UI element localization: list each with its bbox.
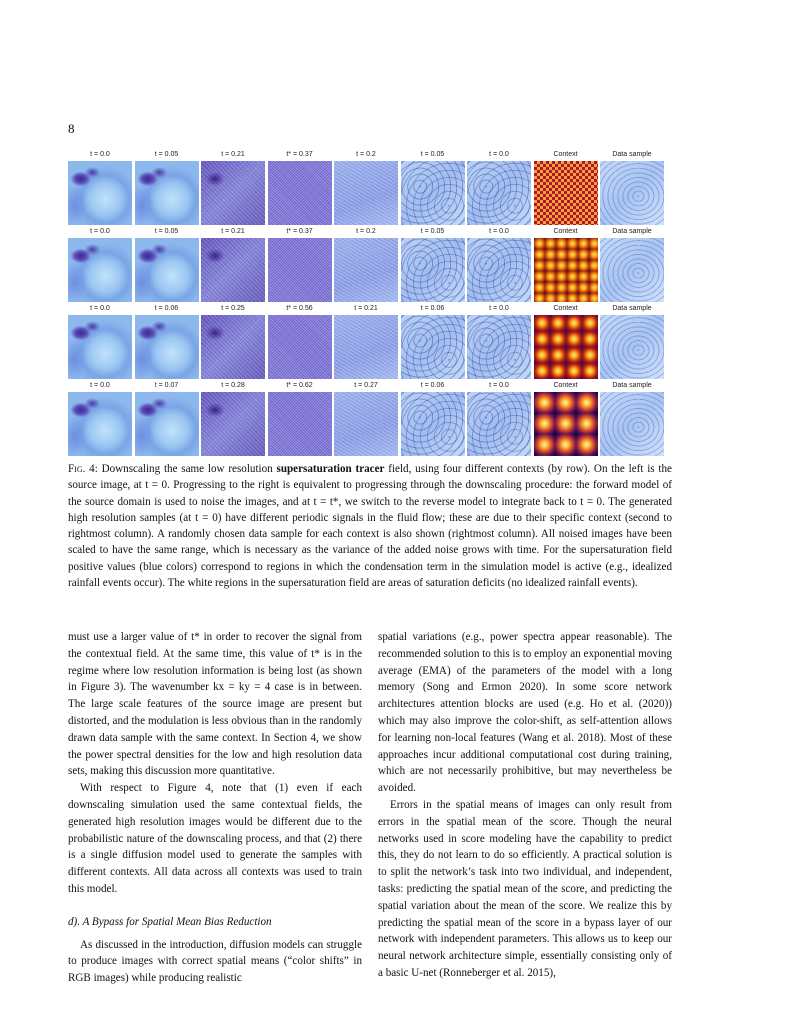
panel-label: t = 0.0 [489,151,509,158]
field-image [401,315,465,379]
field-image [268,238,332,302]
caption-label: Fig. 4: [68,463,98,475]
page-number: 8 [68,121,75,136]
field-image [201,392,265,456]
panel-label: t = 0.0 [90,382,110,389]
field-image [268,392,332,456]
data-sample-image [600,392,664,456]
panel-label: t = 0.0 [489,305,509,312]
panel-label: Data sample [612,228,652,235]
right-paragraph-1: spatial variations (e.g., power spectra appear reasonable). The recommended solution to this is to employ an exponential moving average (EMA) of the parameters of the model with a long memory (Song and Ermon 2020). In some score network architectures attention blocks are used (e.g. Ho et al. (2020)) which may also improve the color-shift, as self-attention allows for learning non-local features (Wang et al. 2018). Most of these approaches incur additional computational cost during training, which are not necessarily prohibitive, but may nevertheless be avoided. [378,631,672,795]
field-image [334,392,398,456]
field-image [68,392,132,456]
panel-label: t = 0.0 [90,228,110,235]
panel-label: t = 0.2 [356,228,376,235]
left-paragraph-1: must use a larger value of t* in order to recover the signal from the contextual field. At the same time, this value of t* is in the regime where low resolution information is being lost (as shown in Figure 3). The wavenumber kx = ky = 4 case is in between. The large scale features of the source image are present but distorted, and the modulation is less obvious than in the randomly drawn data sample with the same context. In Section 4, we show the power spectral densities for the low and high resolution data sets, making this discussion more quantitative. [68,631,362,778]
panel-label: t = 0.0 [489,382,509,389]
field-image [334,238,398,302]
panel-label: t* = 0.56 [286,305,313,312]
caption-text-start: Downscaling the same low resolution [97,463,277,475]
panel-label: t* = 0.62 [286,382,313,389]
left-paragraph-3: As discussed in the introduction, diffusion models can struggle to produce images with correct spatial means (“color shifts” in RGB images) while producing realistic [68,938,362,985]
figure-4 [68,151,666,459]
left-paragraph-2: With respect to Figure 4, note that (1) even if each downscaling simulation used the same contextual fields, the generated high resolution images would be different due to the probabilistic nature of the downscaling process, and that (2) there is a single diffusion model used to generate the samples with different contexts. All data across all contexts was used to train this model. [68,782,362,895]
field-image [135,161,199,225]
panel-label: t = 0.05 [420,228,445,235]
field-image [467,161,531,225]
panel-label: t = 0.05 [154,228,179,235]
panel-label: t = 0.28 [221,382,245,389]
section-heading: d). A Bypass for Spatial Mean Bias Reduction [68,915,272,928]
left-column [68,629,362,987]
field-image [135,392,199,456]
panel-label: t = 0.0 [90,151,110,158]
field-image [467,238,531,302]
data-sample-image [600,315,664,379]
panel-label: t = 0.06 [420,305,445,312]
field-image [401,238,465,302]
panel-label: t = 0.27 [354,382,378,389]
panel-label: t = 0.0 [489,228,509,235]
field-image [135,315,199,379]
panel-label: Data sample [612,151,652,158]
field-image [201,315,265,379]
context-image [534,238,598,302]
figure-row-2 [68,228,666,305]
panel-label: t = 0.05 [420,151,445,158]
field-image [268,315,332,379]
panel-label: Context [553,151,578,158]
field-image [334,315,398,379]
field-image [467,315,531,379]
field-image [401,392,465,456]
panel-label: t = 0.21 [221,228,245,235]
caption-text-rest: field, using four different contexts (by row). On the left is the source image, at t = 0. Progressing to the right is equivalent to progressing through the downscaling procedure: the forward model of the source domain is used to noise the images, and at t = t*, we switch to the reverse model to integrate back to t = 0. The generated high resolution samples (at t = 0) have different periodic signals in the fluid flow; these are due to their specific context (second to rightmost column). A randomly chosen data sample for each context is also shown (rightmost column). All noised images have been scaled to have the same range, which is necessary as the variance of the added noise grows with time. For the supersaturation field positive values (blue colors) correspond to regions in which the condensation term in the simulation model is active (e.g., idealized rainfall events occur). The white regions in the supersaturation field are areas of saturation deficits (no idealized rainfall events). [68,463,672,590]
panel-label: t* = 0.37 [286,228,313,235]
panel-label: t = 0.06 [154,305,179,312]
context-image [534,161,598,225]
panel-label: t* = 0.37 [286,151,313,158]
panel-label: Context [553,228,578,235]
field-image [334,161,398,225]
figure-row-3 [68,305,666,382]
panel-label: t = 0.21 [354,305,378,312]
data-sample-image [600,238,664,302]
panel-label: t = 0.21 [221,151,245,158]
panel-label: t = 0.0 [90,305,110,312]
panel-label: t = 0.2 [356,151,376,158]
field-image [68,161,132,225]
panel-label: Context [553,382,578,389]
context-image [534,392,598,456]
panel-label: Context [553,305,578,312]
caption-bold-term: supersaturation tracer [276,463,385,475]
field-image [268,161,332,225]
panel-label: t = 0.25 [221,305,245,312]
right-column [378,629,672,982]
data-sample-image [600,161,664,225]
field-image [401,161,465,225]
field-image [135,238,199,302]
panel-label: t = 0.05 [154,151,179,158]
panel-label: t = 0.07 [154,382,179,389]
field-image [68,238,132,302]
field-image [201,238,265,302]
field-image [68,315,132,379]
panel-label: t = 0.06 [420,382,445,389]
figure-row-4 [68,382,666,459]
panel-label: Data sample [612,305,652,312]
field-image [201,161,265,225]
field-image [467,392,531,456]
panel-label: Data sample [612,382,652,389]
figure-caption [68,461,672,591]
right-paragraph-2: Errors in the spatial means of images can only result from errors in the spatial mean of the score. Though the neural networks used in score modeling have the capability to predict this, they do not learn to do so efficiently. A practical solution is to split the network’s task into two individual, and independent, tasks: predicting the spatial mean of the score, and predicting the spatial variation about the mean of the score. We realize this by predicting the spatial mean of the score in a bypass layer of our network with independent parameters. This allows us to keep our neural network architecture simple, essentially consisting only of a basic U-net (Ronneberger et al. 2015), [378,798,672,979]
context-image [534,315,598,379]
figure-row-1 [68,151,666,228]
